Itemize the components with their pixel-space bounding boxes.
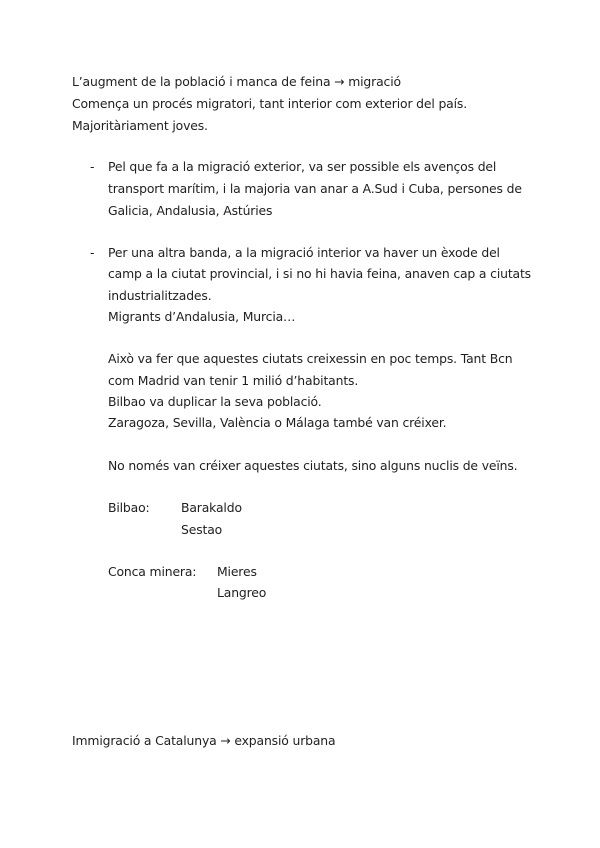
- para1-line-3: Bilbao va duplicar la seva població.: [108, 394, 322, 409]
- intro-line-2: Comença un procés migratori, tant interior com exterior del país.: [72, 96, 467, 111]
- bullet1-line-1: Pel que fa a la migració exterior, va ser possible els avenços del: [108, 159, 497, 174]
- para1-line-4: Zaragoza, Sevilla, València o Málaga també van créixer.: [108, 415, 447, 430]
- bullet2-line-1: Per una altra banda, a la migració interior va haver un èxode del: [108, 245, 500, 260]
- intro-line-3: Majoritàriament joves.: [72, 118, 208, 133]
- para2-line: No només van créixer aquestes ciutats, sino alguns nuclis de veïns.: [108, 458, 518, 473]
- conca-item-2: Langreo: [217, 585, 267, 600]
- bullet-marker-1: -: [90, 159, 95, 174]
- para1-line-1: Això va fer que aquestes ciutats creixessin en poc temps. Tant Bcn: [108, 351, 513, 366]
- bullet1-line-2: transport marítim, i la majoria van anar a A.Sud i Cuba, persones de: [108, 181, 522, 196]
- bilbao-item-2: Sestao: [181, 522, 223, 537]
- para1-line-2: com Madrid van tenir 1 milió d’habitants.: [108, 373, 359, 388]
- bilbao-label: Bilbao:: [108, 500, 150, 515]
- footer-line: Immigració a Catalunya → expansió urbana: [72, 733, 336, 748]
- bullet-marker-2: -: [90, 245, 95, 260]
- bullet2-line-4: Migrants d’Andalusia, Murcia…: [108, 309, 296, 324]
- bullet2-line-2: camp a la ciutat provincial, i si no hi havia feina, anaven cap a ciutats: [108, 266, 531, 281]
- conca-item-1: Mieres: [217, 564, 257, 579]
- intro-line-1: L’augment de la població i manca de feina → migració: [72, 74, 401, 89]
- bilbao-item-1: Barakaldo: [181, 500, 242, 515]
- bullet2-line-3: industrialitzades.: [108, 288, 212, 303]
- conca-label: Conca minera:: [108, 564, 197, 579]
- bullet1-line-3: Galicia, Andalusia, Astúries: [108, 203, 273, 218]
